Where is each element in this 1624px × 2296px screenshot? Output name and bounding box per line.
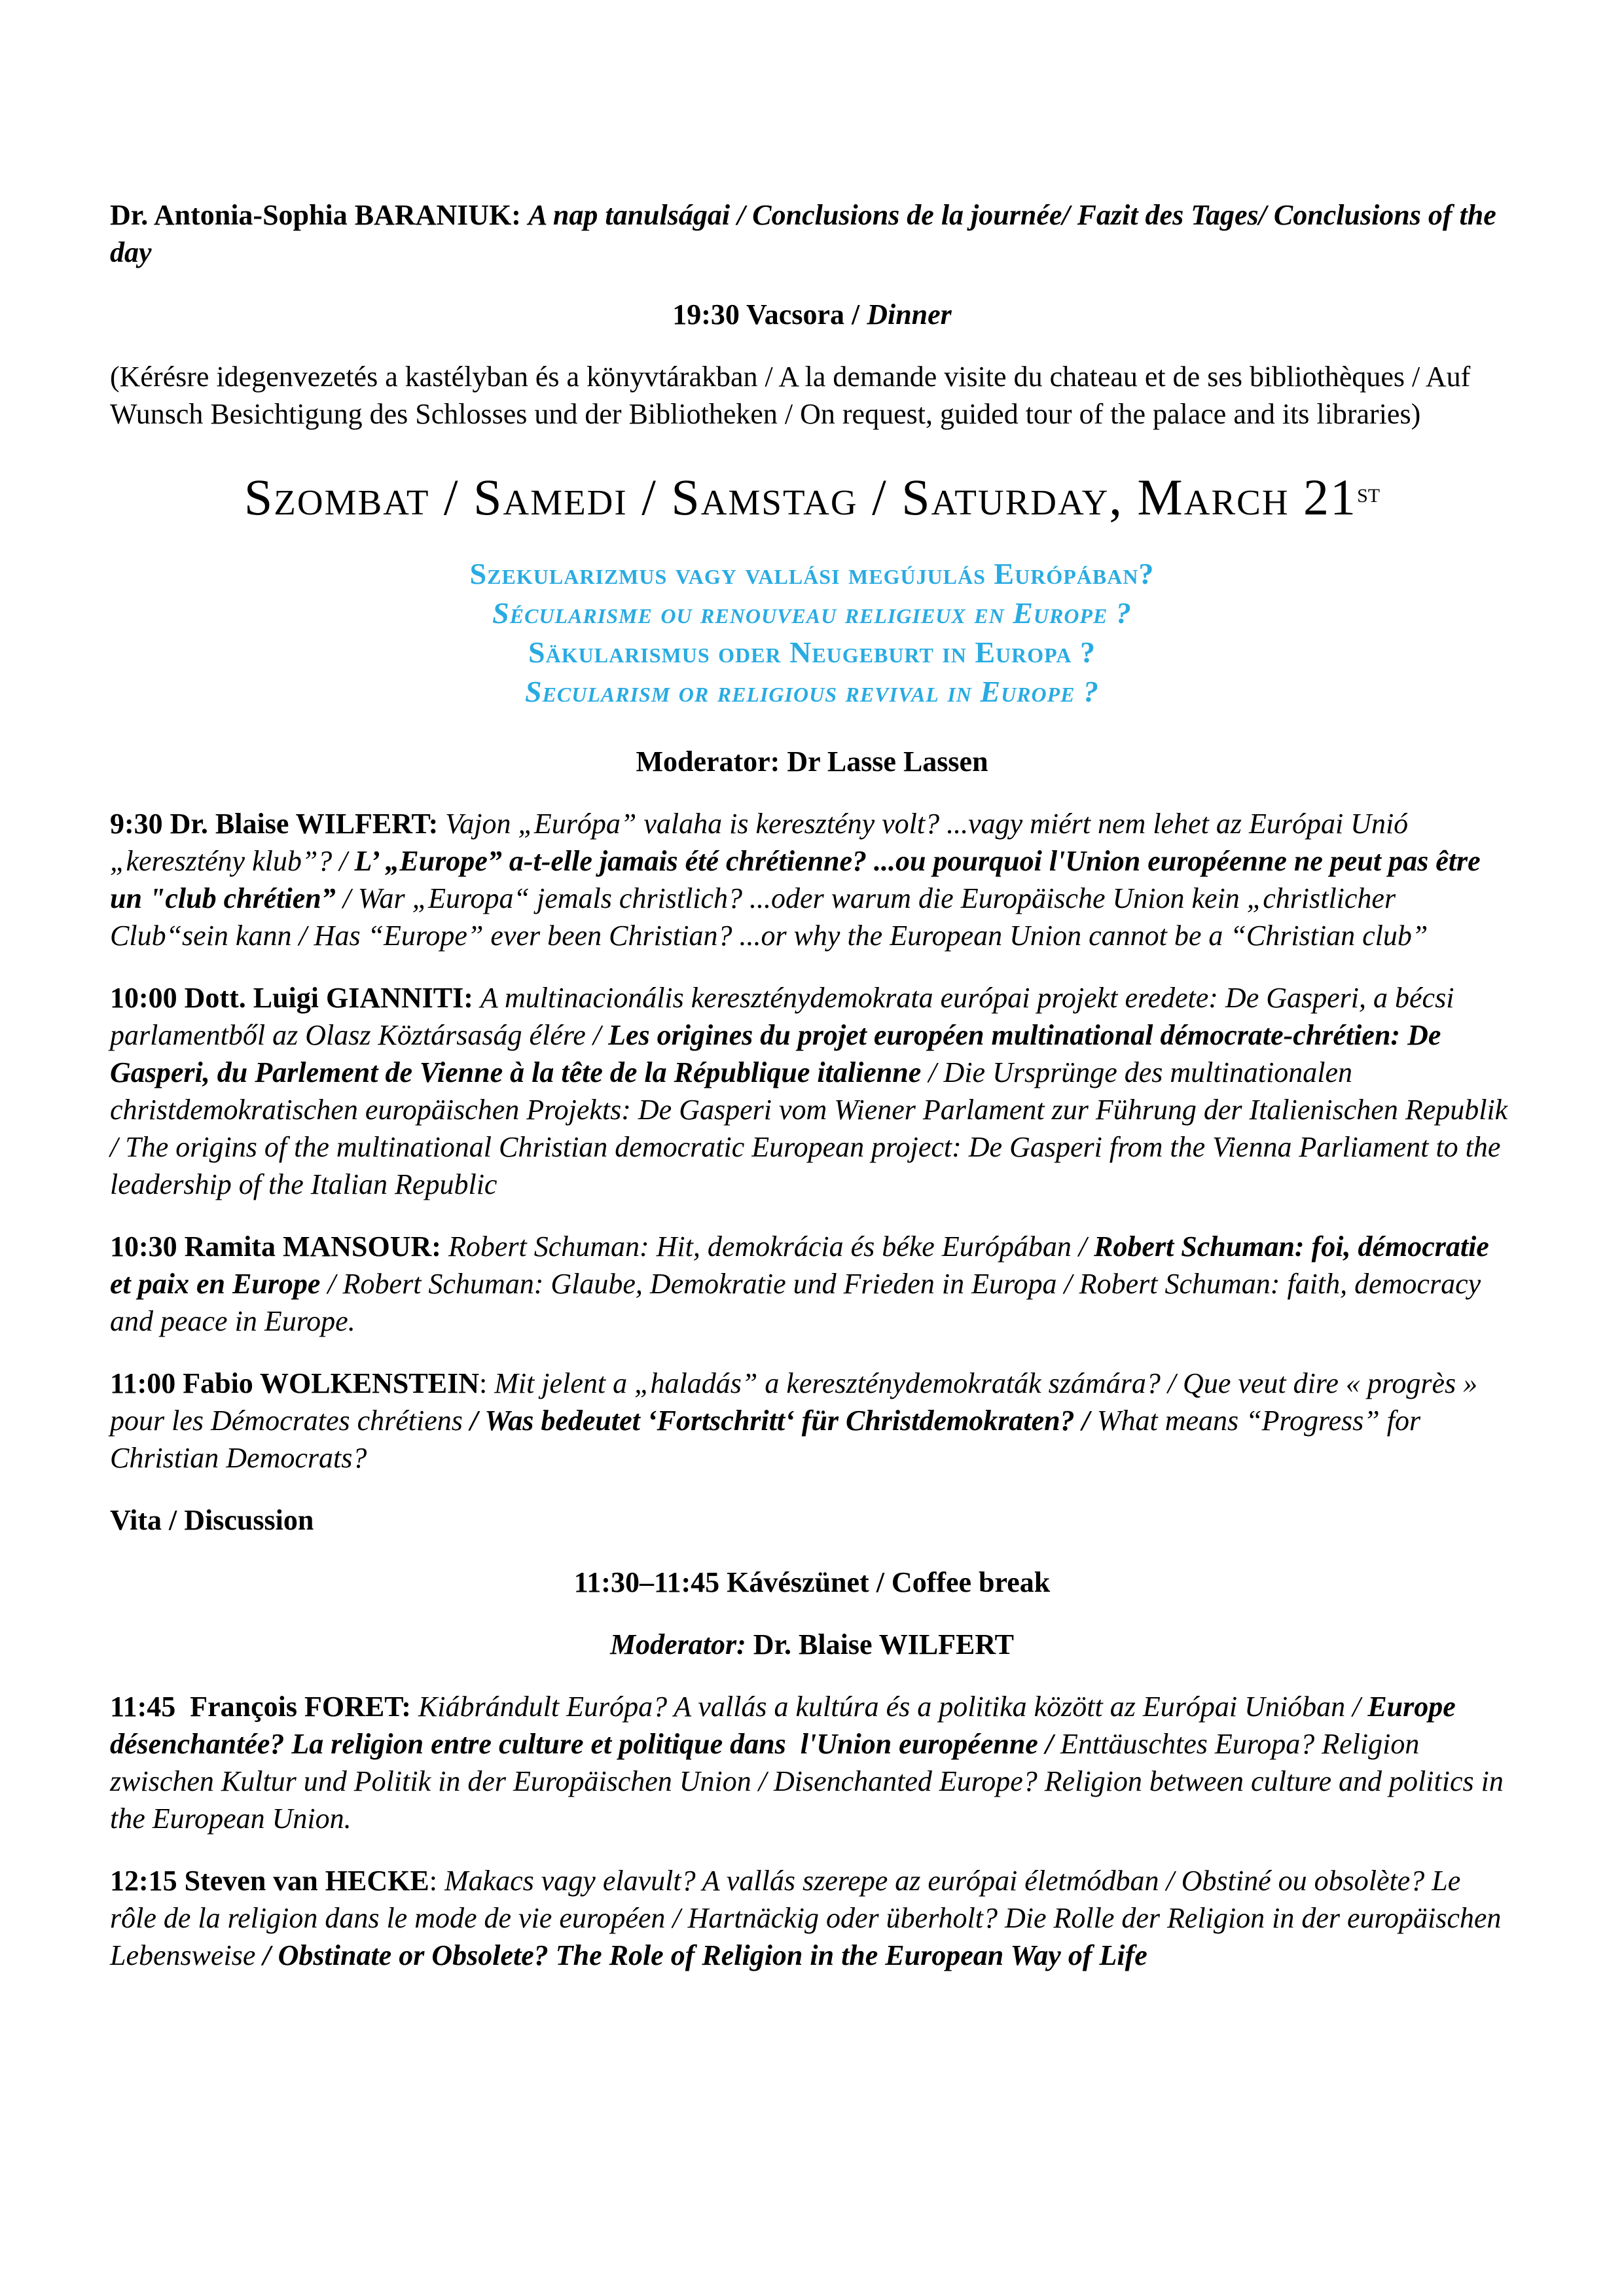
session-entry-1145: 11:45 François FORET: Kiábrándult Európa? A vallás a kultúra és a politika között az Európai Unióban / Europe désenchantée? La religion entre culture et politique dans l'Union européenne / Enttäuschtes Europa? Religion zwischen Kultur und Politik in der Europäischen Union / Disenchanted Europe? Religion between culture and politics in the European Union. — [110, 1691, 1511, 1835]
discussion-line: Vita / Discussion — [110, 1504, 314, 1536]
conference-theme — [110, 554, 1514, 711]
moderator-morning-line: Moderator: Dr Lasse Lassen — [636, 745, 988, 778]
dinner-line: 19:30 Vacsora / Dinner — [672, 298, 952, 331]
theme-line-german: Säkularismus oder Neugeburt in Europa ? — [528, 636, 1096, 669]
conclusions-line: Dr. Antonia-Sophia BARANIUK: A nap tanulságai / Conclusions de la journée/ Fazit des Tages/ Conclusions of the day — [110, 199, 1504, 268]
session-entry-1215: 12:15 Steven van HECKE: Makacs vagy elavult? A vallás szerepe az európai életmódban / Obstiné ou obsolète? Le rôle de la religion dans le mode de vie européen / Hartnäckig oder überholt? Die Rolle der Religion in der europäischen Lebensweise / Obstinate or Obsolete? The Role of Religion in the European Way of Life — [110, 1865, 1509, 1971]
session-entry-1100: 11:00 Fabio WOLKENSTEIN: Mit jelent a „haladás” a kereszténydemokraták számára? / Que veut dire « progrès » pour les Démocrates chrétiens / Was bedeutet ‘Fortschritt‘ für Christdemokraten? / What means “Progress” for Christian Democrats? — [110, 1367, 1485, 1474]
day-heading — [110, 469, 1514, 526]
session-entry-1030: 10:30 Ramita MANSOUR: Robert Schuman: Hit, demokrácia és béke Európában / Robert Schuman: foi, démocratie et paix en Europe / Robert Schuman: Glaube, Demokratie und Frieden in Europa / Robert Schuman: faith, democracy and peace in Europe. — [110, 1230, 1496, 1337]
theme-line-english: Secularism or religious revival in Europe ? — [524, 675, 1100, 708]
day-heading-text: Szombat / Samedi / Samstag / Saturday, March 21 — [244, 469, 1358, 526]
theme-line-hungarian: Szekularizmus vagy vallási megújulás Európában? — [469, 557, 1155, 590]
coffee-break-line: 11:30–11:45 Kávészünet / Coffee break — [573, 1566, 1051, 1598]
theme-line-french: Sécularisme ou renouveau religieux en Europe ? — [492, 596, 1132, 630]
moderator-midday-line: Moderator: Dr. Blaise WILFERT — [610, 1628, 1014, 1660]
session-entry-1000: 10:00 Dott. Luigi GIANNITI: A multinacionális kereszténydemokrata európai projekt eredete: De Gasperi, a bécsi parlamentből az Olasz Köztársaság élére / Les origines du projet européen multinational démocrate-chrétien: De Gasperi, du Parlement de Vienne à la tête de la République italienne / Die Ursprünge des multinationalen christdemokratischen europäischen Projekts: De Gasperi vom Wiener Parlament zur Führung der Italienischen Republik / The origins of the multinational Christian democratic European project: De Gasperi from the Vienna Parliament to the leadership of the Italian Republic — [110, 982, 1515, 1200]
tour-note: (Kérésre idegenvezetés a kastélyban és a könyvtárakban / A la demande visite du chateau et de ses bibliothèques / Auf Wunsch Besichtigung des Schlosses und der Bibliotheken / On request, guided tour of the palace and its libraries) — [110, 361, 1477, 430]
day-heading-ordinal: st — [1357, 477, 1380, 509]
session-entry-0930: 9:30 Dr. Blaise WILFERT: Vajon „Európa” valaha is keresztény volt? ...vagy miért nem lehet az Európai Unió „keresztény klub”? / L’ „Europe” a-t-elle jamais été chrétienne? ...ou pourquoi l'Union européenne ne peut pas être un "club chrétien” / War „Europa“ jemals christlich? ...oder warum die Europäische Union kein „christlicher Club“sein kann / Has “Europe” ever been Christian? ...or why the European Union cannot be a “Christian club” — [110, 808, 1488, 952]
